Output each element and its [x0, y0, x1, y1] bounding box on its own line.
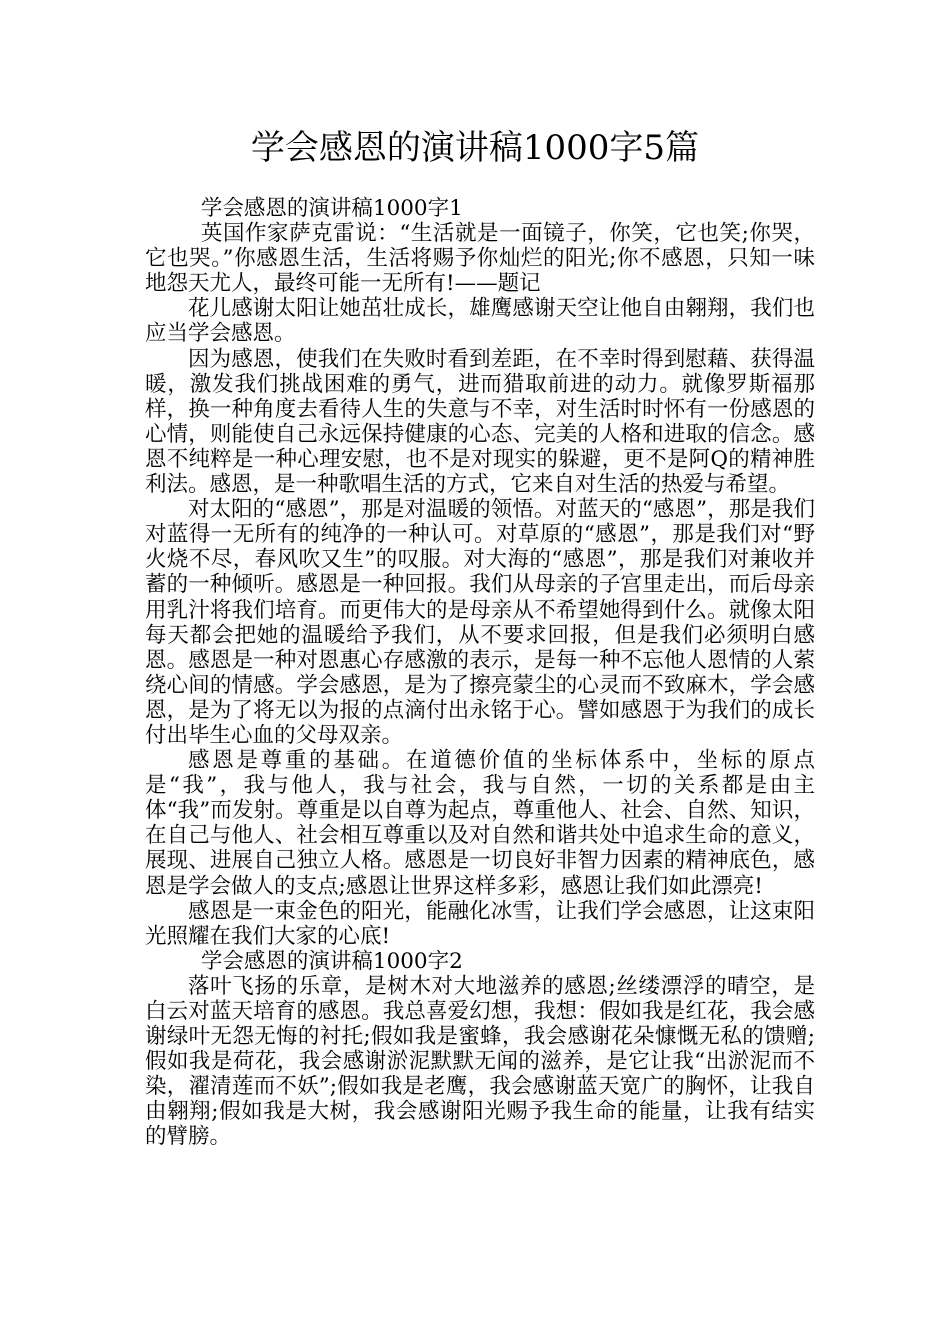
body-paragraph: 花儿感谢太阳让她茁壮成长，雄鹰感谢天空让他自由翱翔，我们也应当学会感恩。 [145, 296, 815, 347]
body-paragraph: 感恩是尊重的基础。在道德价值的坐标体系中，坐标的原点是“我”，我与他人，我与社会，我与自然，一切的关系都是由主体“我”而发射。尊重是以自尊为起点，尊重他人、社会、自然、知识，在自己与他人、社会相互尊重以及对自然和谐共处中追求生命的意义，展现、进展自己独立人格。感恩是一切良好非智力因素的精神底色，感恩是学会做人的支点;感恩让世界这样多彩，感恩让我们如此漂亮! [145, 748, 815, 899]
section-heading-1: 学会感恩的演讲稿1000字1 [200, 196, 463, 221]
body-paragraph: 感恩是一束金色的阳光，能融化冰雪，让我们学会感恩，让这束阳光照耀在我们大家的心底! [145, 898, 815, 949]
document-body [145, 196, 815, 1150]
epigraph-paragraph: 英国作家萨克雷说：“生活就是一面镜子，你笑，它也笑;你哭，它也哭。”你感恩生活，生活将赐予你灿烂的阳光;你不感恩，只知一味地怨天尤人，最终可能一无所有!——题记 [145, 221, 815, 297]
body-paragraph: 因为感恩，使我们在失败时看到差距，在不幸时得到慰藉、获得温暖，激发我们挑战困难的勇气，进而猎取前进的动力。就像罗斯福那样，换一种角度去看待人生的失意与不幸，对生活时时怀有一份感恩的心情，则能使自己永远保持健康的心态、完美的人格和进取的信念。感恩不纯粹是一种心理安慰，也不是对现实的躲避，更不是阿Q的精神胜利法。感恩，是一种歌唱生活的方式，它来自对生活的热爱与希望。 [145, 346, 815, 498]
body-paragraph: 对太阳的“感恩”，那是对温暖的领悟。对蓝天的“感恩”，那是我们对蓝得一无所有的纯净的一种认可。对草原的“感恩”，那是我们对“野火烧不尽，春风吹又生”的叹服。对大海的“感恩”，那是我们对兼收并蓄的一种倾听。感恩是一种回报。我们从母亲的子宫里走出，而后母亲用乳汁将我们培育。而更伟大的是母亲从不希望她得到什么。就像太阳每天都会把她的温暖给予我们，从不要求回报，但是我们必须明白感恩。感恩是一种对恩惠心存感激的表示，是每一种不忘他人恩情的人萦绕心间的情感。学会感恩，是为了擦亮蒙尘的心灵而不致麻木，学会感恩，是为了将无以为报的点滴付出永铭于心。譬如感恩于为我们的成长付出毕生心血的父母双亲。 [145, 497, 815, 748]
document-title: 学会感恩的演讲稿1000字5篇 [250, 128, 700, 168]
body-paragraph: 落叶飞扬的乐章，是树木对大地滋养的感恩;丝缕漂浮的晴空，是白云对蓝天培育的感恩。我总喜爱幻想，我想：假如我是红花，我会感谢绿叶无怨无悔的衬托;假如我是蜜蜂，我会感谢花朵慷慨无私的馈赠;假如我是荷花，我会感谢淤泥默默无闻的滋养，是它让我“出淤泥而不染，濯清莲而不妖”;假如我是老鹰，我会感谢蓝天宽广的胸怀，让我自由翱翔;假如我是大树，我会感谢阳光赐予我生命的能量，让我有结实的臂膀。 [145, 973, 815, 1150]
section-heading-2: 学会感恩的演讲稿1000字2 [200, 948, 463, 974]
